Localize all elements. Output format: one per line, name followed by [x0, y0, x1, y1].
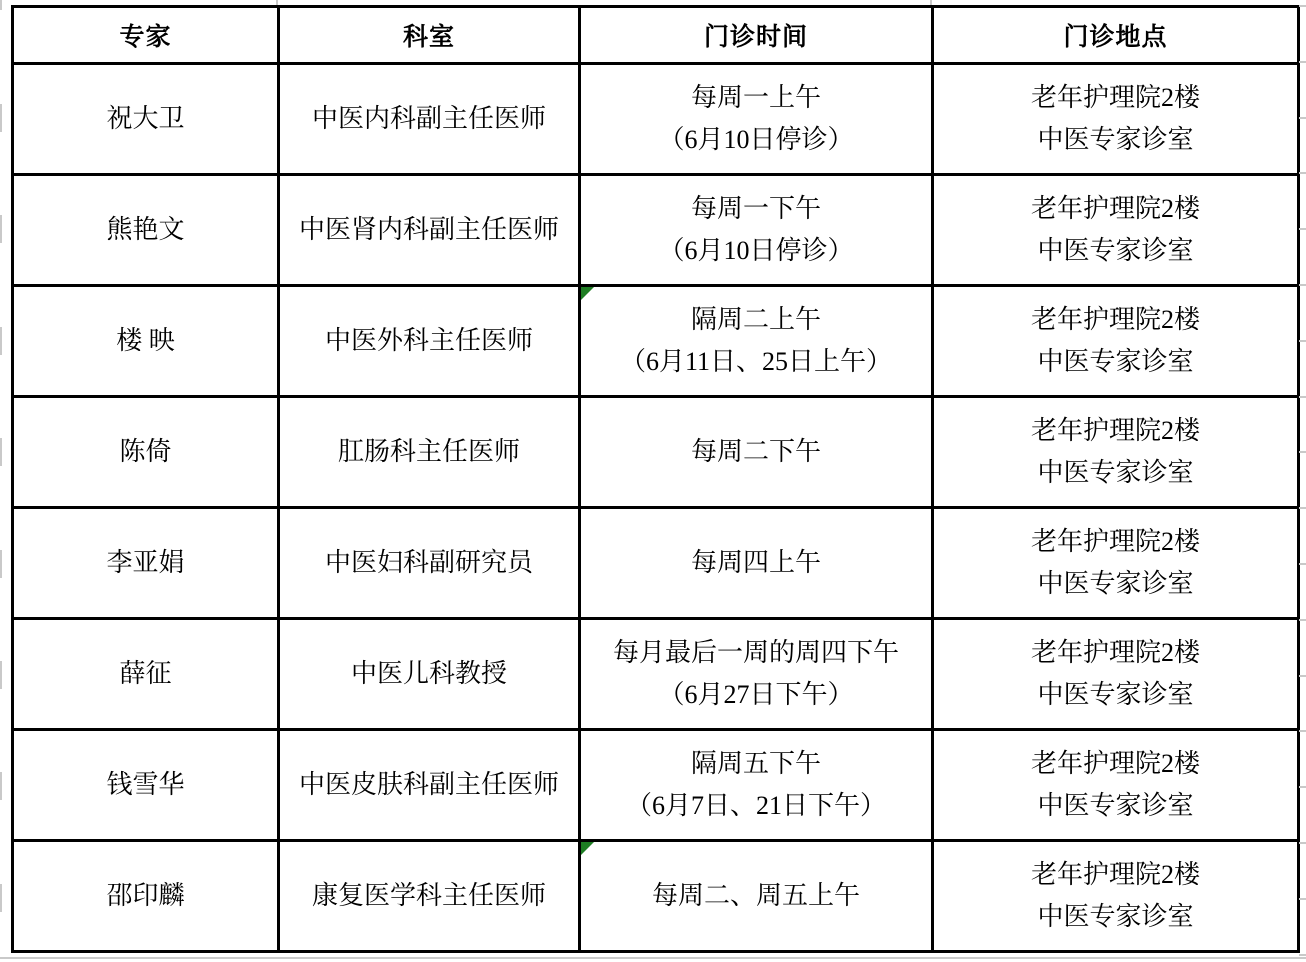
- clinic-location-line1: 老年护理院2楼: [1030, 749, 1200, 778]
- expert-name-cell: 楼 映: [13, 286, 279, 397]
- clinic-location-line2: 中医专家诊室: [1037, 902, 1194, 931]
- gridline-stub: [0, 215, 2, 243]
- clinic-location-cell: [933, 64, 1299, 175]
- clinic-time-line1: 隔周二上午: [690, 305, 821, 334]
- clinic-location-line2: 中医专家诊室: [1037, 236, 1194, 265]
- clinic-location-line2: 中医专家诊室: [1037, 791, 1194, 820]
- department-cell: 中医肾内科副主任医师: [279, 175, 580, 286]
- clinic-time-line1: 每周四上午: [690, 548, 821, 577]
- gridline-stub: [1299, 396, 1306, 398]
- clinic-time-line2: （6月7日、21日下午）: [625, 791, 886, 820]
- gridline-stub: [1299, 451, 1306, 453]
- clinic-time-line1: 每月最后一周的周四下午: [612, 638, 899, 667]
- clinic-location-line1: 老年护理院2楼: [1030, 194, 1200, 223]
- expert-name-cell: 熊艳文: [13, 175, 279, 286]
- table-row: [13, 508, 1299, 619]
- department-cell: 中医妇科副研究员: [279, 508, 580, 619]
- clinic-location-cell: [933, 397, 1299, 508]
- table-row: [13, 286, 1299, 397]
- excel-error-flag-icon: [581, 287, 594, 300]
- gridline-stub: [276, 0, 278, 5]
- clinic-time-cell: [580, 730, 933, 841]
- gridline-stub: [0, 772, 2, 800]
- excel-error-flag-icon: [581, 842, 594, 855]
- gridline-stub: [1299, 898, 1306, 900]
- clinic-location-cell: [933, 175, 1299, 286]
- gridline-stub: [1299, 563, 1306, 565]
- table-row: [13, 619, 1299, 730]
- department-cell: 中医外科主任医师: [279, 286, 580, 397]
- gridline-stub: [1299, 675, 1306, 677]
- gridline-stub: [1299, 284, 1306, 286]
- gridline-stub: [0, 327, 2, 355]
- gridline-stub: [1299, 5, 1306, 7]
- gridline-stub: [1299, 842, 1306, 844]
- expert-name-cell: 钱雪华: [13, 730, 279, 841]
- department-cell: 肛肠科主任医师: [279, 397, 580, 508]
- clinic-location-line2: 中医专家诊室: [1037, 458, 1194, 487]
- clinic-location-line1: 老年护理院2楼: [1030, 83, 1200, 112]
- clinic-time-cell: [580, 397, 933, 508]
- table-row: [13, 175, 1299, 286]
- expert-name-cell: 邵印麟: [13, 841, 279, 952]
- header-department: 科室: [279, 7, 580, 64]
- clinic-location-cell: [933, 619, 1299, 730]
- clinic-location-line1: 老年护理院2楼: [1030, 416, 1200, 445]
- department-cell: 中医皮肤科副主任医师: [279, 730, 580, 841]
- gridline-stub: [1299, 619, 1306, 621]
- expert-name-cell: 薛征: [13, 619, 279, 730]
- clinic-time-line2: （6月27日下午）: [658, 680, 854, 709]
- department-cell: 中医内科副主任医师: [279, 64, 580, 175]
- clinic-time-line1: 每周二、周五上午: [651, 881, 860, 910]
- clinic-location-cell: [933, 730, 1299, 841]
- gridline-stub: [1299, 228, 1306, 230]
- table-row: [13, 841, 1299, 952]
- table-row: [13, 64, 1299, 175]
- clinic-location-cell: [933, 286, 1299, 397]
- department-cell: 中医儿科教授: [279, 619, 580, 730]
- expert-name-cell: 陈倚: [13, 397, 279, 508]
- gridline-stub: [0, 438, 2, 466]
- expert-name-cell: 李亚娟: [13, 508, 279, 619]
- gridline-stub: [0, 884, 2, 912]
- clinic-time-cell: [580, 841, 933, 952]
- clinic-time-cell: [580, 619, 933, 730]
- gridline-stub: [1299, 340, 1306, 342]
- clinic-time-line2: （6月11日、25日上午）: [619, 347, 893, 376]
- clinic-time-line1: 每周一下午: [690, 194, 821, 223]
- clinic-time-cell: [580, 286, 933, 397]
- expert-name-cell: 祝大卫: [13, 64, 279, 175]
- gridline-stub: [1299, 730, 1306, 732]
- gridline-stub: [1299, 786, 1306, 788]
- clinic-location-line1: 老年护理院2楼: [1030, 638, 1200, 667]
- gridline-stub: [1299, 117, 1306, 119]
- table-row: [13, 730, 1299, 841]
- clinic-time-cell: [580, 64, 933, 175]
- gridline-stub: [1299, 172, 1306, 174]
- gridline-stub: [0, 550, 2, 578]
- clinic-location-line2: 中医专家诊室: [1037, 569, 1194, 598]
- clinic-time-line1: 每周二下午: [690, 437, 821, 466]
- gridline-stub: [0, 661, 2, 689]
- gridline-stub: [0, 957, 1306, 959]
- clinic-time-line1: 隔周五下午: [690, 749, 821, 778]
- clinic-time-line2: （6月10日停诊）: [658, 125, 854, 154]
- gridline-stub: [1299, 507, 1306, 509]
- department-cell: 康复医学科主任医师: [279, 841, 580, 952]
- gridline-stub: [1299, 61, 1306, 63]
- header-location: 门诊地点: [933, 7, 1299, 64]
- clinic-location-cell: [933, 508, 1299, 619]
- table-row: [13, 397, 1299, 508]
- header-time: 门诊时间: [580, 7, 933, 64]
- clinic-location-line2: 中医专家诊室: [1037, 125, 1194, 154]
- clinic-location-cell: [933, 841, 1299, 952]
- clinic-location-line1: 老年护理院2楼: [1030, 527, 1200, 556]
- header-row: [13, 7, 1299, 64]
- clinic-location-line2: 中医专家诊室: [1037, 680, 1194, 709]
- gridline-stub: [0, 104, 2, 132]
- clinic-location-line2: 中医专家诊室: [1037, 347, 1194, 376]
- clinic-time-cell: [580, 175, 933, 286]
- gridline-stub: [0, 0, 2, 10]
- clinic-schedule-table: [11, 5, 1300, 953]
- gridline-stub: [930, 0, 932, 5]
- header-expert: 专家: [13, 7, 279, 64]
- clinic-time-line2: （6月10日停诊）: [658, 236, 854, 265]
- clinic-location-line1: 老年护理院2楼: [1030, 305, 1200, 334]
- clinic-time-cell: [580, 508, 933, 619]
- gridline-stub: [1299, 954, 1306, 956]
- clinic-time-line1: 每周一上午: [690, 83, 821, 112]
- clinic-location-line1: 老年护理院2楼: [1030, 860, 1200, 889]
